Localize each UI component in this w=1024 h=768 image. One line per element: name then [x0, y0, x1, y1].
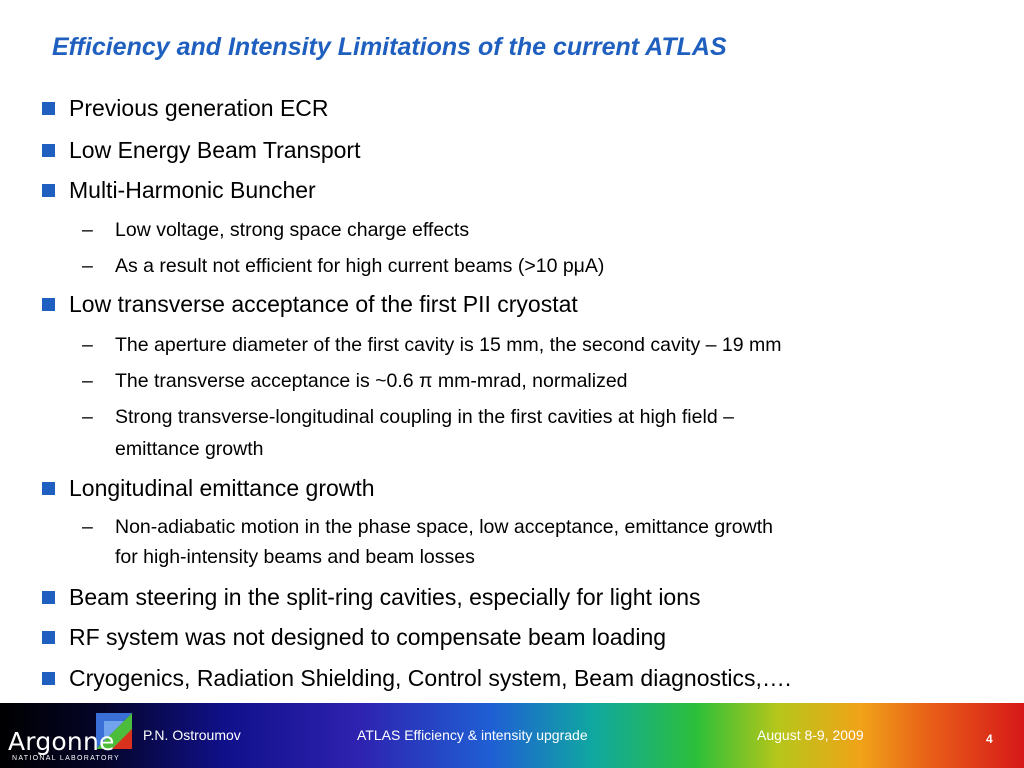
square-bullet-icon: [42, 144, 55, 157]
sub-bullet-text: As a result not efficient for high current beams (>10 pμA): [115, 255, 605, 277]
sub-bullet-text: for high-intensity beams and beam losses: [115, 546, 475, 568]
sub-bullet-text: Non-adiabatic motion in the phase space, low acceptance, emittance growth: [115, 516, 773, 538]
footer-date: August 8-9, 2009: [757, 727, 864, 743]
dash-bullet-icon: –: [82, 219, 93, 241]
bullet-text: Multi-Harmonic Buncher: [69, 177, 316, 203]
sub-bullet-text: Low voltage, strong space charge effects: [115, 219, 470, 241]
square-bullet-icon: [42, 482, 55, 495]
bullet-text: Previous generation ECR: [69, 95, 329, 121]
logo-wordmark: Argonne: [8, 727, 115, 756]
dash-bullet-icon: –: [82, 406, 93, 428]
dash-bullet-icon: –: [82, 516, 93, 538]
slide-title: Efficiency and Intensity Limitations of the current ATLAS: [52, 33, 727, 61]
square-bullet-icon: [42, 102, 55, 115]
logo-subtitle: NATIONAL LABORATORY: [12, 755, 120, 762]
argonne-logo: [0, 703, 140, 768]
square-bullet-icon: [42, 672, 55, 685]
dash-bullet-icon: –: [82, 255, 93, 277]
bullet-text: Beam steering in the split-ring cavities, especially for light ions: [69, 584, 701, 610]
square-bullet-icon: [42, 631, 55, 644]
square-bullet-icon: [42, 298, 55, 311]
footer-author: P.N. Ostroumov: [143, 727, 241, 743]
bullet-text: Cryogenics, Radiation Shielding, Control system, Beam diagnostics,….: [69, 665, 792, 691]
sub-bullet-text: emittance growth: [115, 438, 264, 460]
bullet-text: RF system was not designed to compensate beam loading: [69, 624, 667, 650]
footer-bar: [0, 703, 1024, 768]
sub-bullet-text: Strong transverse-longitudinal coupling in the first cavities at high field –: [115, 406, 734, 428]
dash-bullet-icon: –: [82, 370, 93, 392]
page-number: 4: [986, 732, 993, 746]
bullet-text: Low transverse acceptance of the first PII cryostat: [69, 291, 578, 317]
footer-talk-title: ATLAS Efficiency & intensity upgrade: [357, 727, 588, 743]
square-bullet-icon: [42, 591, 55, 604]
dash-bullet-icon: –: [82, 334, 93, 356]
bullet-text: Low Energy Beam Transport: [69, 137, 361, 163]
square-bullet-icon: [42, 184, 55, 197]
sub-bullet-text: The transverse acceptance is ~0.6 π mm-mrad, normalized: [115, 370, 628, 392]
bullet-text: Longitudinal emittance growth: [69, 475, 375, 501]
sub-bullet-text: The aperture diameter of the first cavity is 15 mm, the second cavity – 19 mm: [115, 334, 782, 356]
